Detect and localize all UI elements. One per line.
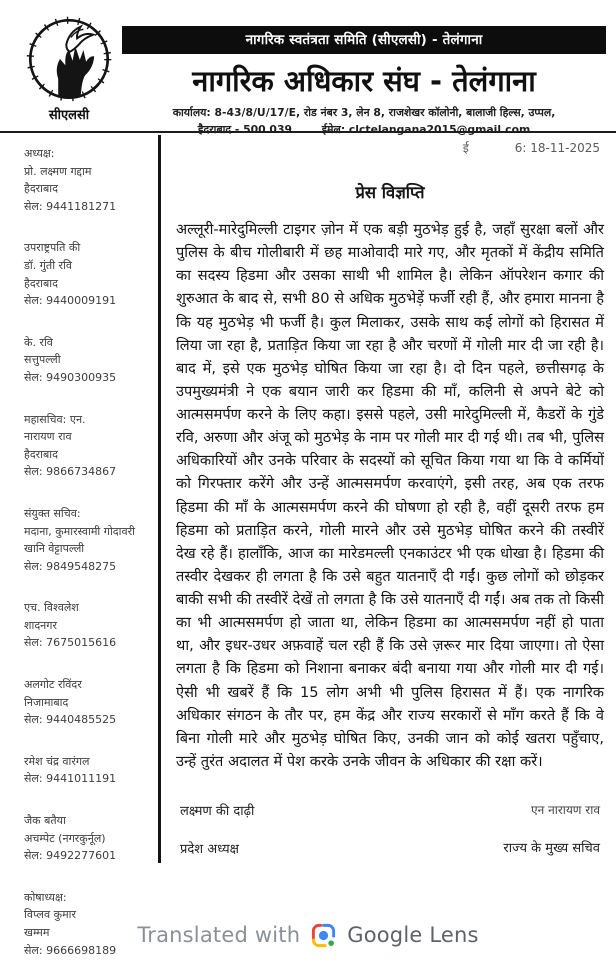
office-bearer-line: सेल: 9492277601 bbox=[24, 849, 117, 863]
office-bearer-line: संयुक्त सचिव: bbox=[24, 506, 81, 520]
office-bearer-line: हैदराबाद bbox=[24, 276, 59, 290]
office-bearer-line: हैदराबाद bbox=[24, 182, 59, 196]
translated-with-label: Translated with bbox=[137, 923, 301, 947]
office-bearer-line: खानि वेट्टापल्ली bbox=[24, 542, 85, 556]
office-bearer-line: सेल: 9440485525 bbox=[24, 713, 117, 727]
office-bearer-line: उपराष्ट्रपति की bbox=[24, 241, 81, 255]
press-release-body bbox=[158, 133, 616, 906]
office-bearer-line: मदाना, कुमारस्वामी गोदावरी bbox=[24, 524, 135, 538]
left-signatory-role: प्रदेश अध्यक्ष bbox=[180, 842, 239, 857]
office-bearer-entry bbox=[24, 676, 152, 729]
org-email: ईमेल: clctelangana2015@gmail.com bbox=[321, 122, 531, 136]
date-prefix: ई bbox=[462, 141, 469, 155]
office-bearer-line: निजामाबाद bbox=[24, 695, 69, 709]
office-bearer-entry bbox=[24, 239, 152, 309]
right-signatory-name: एन नारायण राव bbox=[530, 803, 600, 817]
office-bearer-line: सेल: 7675015616 bbox=[24, 636, 117, 650]
org-banner: नागरिक स्वतंत्रता समिति (सीएलसी) - तेलंगाना bbox=[122, 26, 606, 54]
left-signatory-name: लक्ष्मण की दाढ़ी bbox=[180, 804, 255, 819]
org-name: नागरिक अधिकार संघ - तेलंगाना bbox=[192, 64, 536, 98]
address-line-2: हैदराबाद - 500 039 bbox=[197, 122, 292, 136]
header-text-block bbox=[122, 0, 616, 138]
office-bearer-line: नारायण राव bbox=[24, 430, 72, 444]
office-bearer-line: के. रवि bbox=[24, 335, 53, 349]
office-bearer-line: सेल: 9441181271 bbox=[24, 199, 117, 213]
office-bearers-sidebar bbox=[0, 133, 158, 957]
letterhead bbox=[0, 0, 616, 136]
date-row bbox=[176, 139, 604, 156]
office-bearer-line: अलगोट रविंदर bbox=[24, 678, 82, 692]
office-bearer-line: जैक बतैया bbox=[24, 814, 66, 828]
office-bearer-line: प्रो. लक्ष्मण गद्दाम bbox=[24, 164, 92, 178]
signature-right bbox=[503, 801, 600, 857]
column-divider bbox=[158, 135, 161, 863]
office-bearer-line: खम्मम bbox=[24, 926, 50, 939]
office-bearer-entry bbox=[24, 145, 152, 215]
office-bearer-line: अचम्पेट (नगरकुर्नूल) bbox=[24, 831, 106, 845]
office-bearer-entry bbox=[24, 812, 152, 865]
office-bearer-line: सेल: 9441011191 bbox=[24, 772, 117, 786]
office-bearer-line: विप्लव कुमार bbox=[24, 908, 76, 922]
org-logo bbox=[18, 14, 120, 123]
office-bearer-entry bbox=[24, 753, 152, 788]
address-line-1: कार्यालय: 8-43/8/U/17/E, रोड नंबर 3, लेन 8, राजशेखर कॉलोनी, बालाजी हिल्स, उप्पल, bbox=[172, 106, 556, 119]
google-lens-label: Google Lens bbox=[347, 923, 479, 947]
office-bearer-entry bbox=[24, 889, 152, 959]
right-signatory-role: राज्य के मुख्य सचिव bbox=[503, 841, 600, 856]
office-bearer-entry bbox=[24, 411, 152, 481]
google-lens-icon bbox=[310, 922, 337, 949]
document-date: 6: 18-11-2025 bbox=[514, 140, 600, 155]
office-bearer-line: रमेश चंद्र वारंगल bbox=[24, 754, 90, 768]
signature-left bbox=[180, 801, 254, 857]
office-bearer-entry bbox=[24, 505, 152, 575]
signature-row bbox=[176, 801, 604, 857]
office-bearer-line: सेल: 9666698189 bbox=[24, 943, 117, 957]
office-bearer-line: कोषाध्यक्ष: bbox=[24, 890, 67, 904]
office-bearer-line: सेल: 9490300935 bbox=[24, 370, 117, 384]
office-bearer-line: डॉ. गुंती रवि bbox=[24, 258, 72, 272]
office-bearer-line: सेल: 9440009191 bbox=[24, 294, 117, 308]
office-bearer-line: शादनगर bbox=[24, 618, 57, 632]
office-bearer-line: हैदराबाद bbox=[24, 447, 59, 461]
dove-hand-logo-icon bbox=[24, 14, 114, 104]
office-bearer-line: अध्यक्ष: bbox=[24, 147, 55, 160]
office-bearer-line: सेल: 9866734867 bbox=[24, 465, 117, 479]
office-bearer-line: सत्तुपल्ली bbox=[24, 353, 61, 367]
office-bearer-line: सेल: 9849548275 bbox=[24, 559, 117, 573]
logo-caption: सीएलसी bbox=[48, 108, 90, 123]
office-bearer-line: महासचिव: एन. bbox=[24, 412, 86, 426]
office-bearer-entry bbox=[24, 599, 152, 652]
press-release-title: प्रेस विज्ञप्ति bbox=[355, 183, 425, 202]
office-bearer-entry bbox=[24, 334, 152, 387]
press-release-text: अल्लूरी-मारेदुमिल्ली टाइगर ज़ोन में एक बड़ी मुठभेड़ हुई है, जहाँ सुरक्षा बलों और पुलिस के बीच गोलीबारी में छह माओवादी मारे गए, और मृतकों में केंद्रीय समिति का सदस्य हिडमा और उसका साथी भी शामिल है। लेकिन ऑपरेशन कगार की शुरुआत के बाद से, सभी 80 से अधिक मुठभेड़ें फर्जी रही हैं, और हमारा मानना है कि यह मुठभेड़ भी फर्जी है। कुल मिलाकर, उसके साथ कई लोगों को हिरासत में लिया जा रहा है, प्रताड़ित किया जा रहा है और चरणों में गोली मार दी जा रही है। बाद में, इसे एक मुठभेड़ घोषित किया जा रहा है। दो दिन पहले, छत्तीसगढ़ के उपमुख्यमंत्री ने एक बयान जारी कर हिडमा की माँ, कलिनी से अपने बेटे को आत्मसमर्पण करने के लिए कहा। इससे पहले, उसी मारेदुमिल्ली में, कैडरों के गुंडे रवि, अरुणा और अंजू को मुठभेड़ के नाम पर गोली मार दी गई थी। तब भी, पुलिस अधिकारियों और उनके परिवार के सदस्यों को सूचित किया गया था कि वे कर्मियों को गिरफ्तार करेंगे और उन्हें आत्मसमर्पण करवाएंगे, इसी तरह, अब एक तरफ हिडमा की माँ के आत्मसमर्पण करने की घोषणा हो रही है, वहीं दूसरी तरफ हम हिडमा को प्रताड़ित करने, गोली मारने और उसे मुठभेड़ घोषित करने की तस्वीरें देख रहे हैं। हालाँकि, आज का मारेडमल्ली एनकाउंटर भी एक धोखा है। हिडमा की तस्वीर देखकर ही लगता है कि उसे बहुत यातनाएँ दी गईं। कुछ लोगों को छोड़कर बाकी सभी की तस्वीरें देखें तो लगता है कि उसे यातनाएँ दी गईं। अब तक तो किसी का भी आत्मसमर्पण हो जाता था, लेकिन हिडमा का आत्मसमर्पण नहीं हो पाता था, और इधर-उधर अफ़वाहें चल रही हैं कि उसे ज़रूर मार दिया जाएगा। तो ऐसा लगता है कि हिडमा को निशाना बनाकर बंदी बनाया गया और गोली मार दी गई। ऐसी भी खबरें हैं कि 15 लोग अभी भी पुलिस हिरासत में हैं। एक नागरिक अधिकार संगठन के तौर पर, हम केंद्र और राज्य सरकारों से माँग करते हैं कि वे बिना गोली मारे और मुठभेड़ घोषित किए, उनकी जान को कोई खतरा पहुँचाए, उन्हें तुरंत अदालत में पेश करके उनके जीवन के अधिकार की रक्षा करें। bbox=[176, 221, 604, 770]
office-bearer-line: एच. विश्वलेश bbox=[24, 601, 79, 615]
